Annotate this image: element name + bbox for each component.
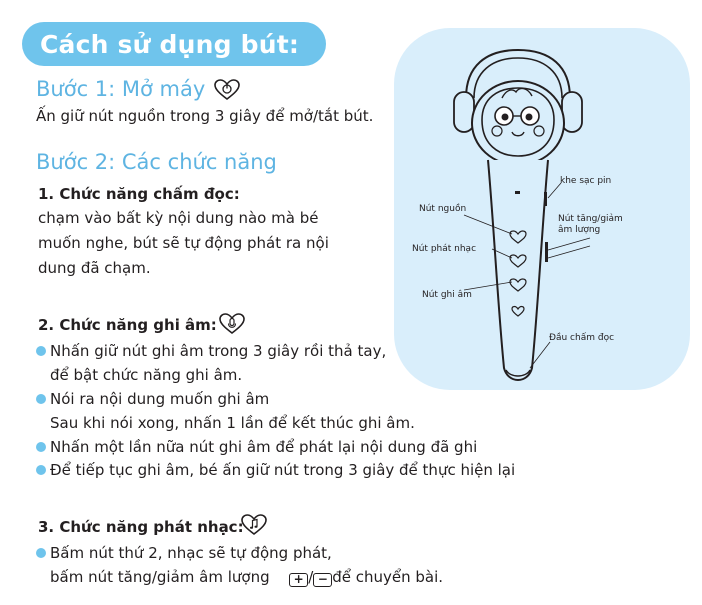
bullet-dot [36, 442, 46, 452]
pen-diagram-panel [394, 28, 690, 390]
music-line-1: Bấm nút thứ 2, nhạc sẽ tự động phát, [50, 544, 332, 562]
step2-heading: Bước 2: Các chức năng [36, 150, 277, 174]
bullet-dot [36, 465, 46, 475]
music-heart-icon [240, 513, 268, 537]
music-function-title: 3. Chức năng phát nhạc: [38, 518, 244, 536]
label-music-button: Nút phát nhạc [412, 244, 477, 254]
reading-line-2: muốn nghe, bút sẽ tự động phát ra nội [38, 234, 329, 252]
step1-heading: Bước 1: Mở máy [36, 77, 206, 101]
reading-line-1: chạm vào bất kỳ nội dung nào mà bé [38, 209, 319, 227]
label-record-button: Nút ghi âm [422, 290, 472, 300]
bullet-dot [36, 346, 46, 356]
music-line-2 [50, 566, 443, 588]
title-banner [22, 22, 326, 66]
label-volume-buttons-2: âm lượng [558, 225, 601, 235]
power-heart-icon [213, 78, 241, 102]
bullet-dot [36, 548, 46, 558]
music-line-2-prefix: bấm nút tăng/giảm âm lượng [50, 568, 270, 586]
reading-line-3: dung đã chạm. [38, 259, 151, 277]
volume-up-icon: + [289, 573, 308, 587]
volume-separator: / [308, 568, 314, 586]
step1-text: Ấn giữ nút nguồn trong 3 giây để mở/tắt bút. [36, 107, 374, 125]
recording-line-4: Sau khi nói xong, nhấn 1 lần để kết thúc ghi âm. [50, 414, 415, 432]
recording-line-3: Nói ra nội dung muốn ghi âm [50, 390, 270, 408]
bullet-dot [36, 394, 46, 404]
recording-line-2: để bật chức năng ghi âm. [50, 366, 243, 384]
recording-line-1: Nhấn giữ nút ghi âm trong 3 giây rồi thả tay, [50, 342, 387, 360]
microphone-heart-icon [218, 312, 246, 336]
recording-line-6: Để tiếp tục ghi âm, bé ấn giữ nút trong 3 giây để thực hiện lại [50, 461, 516, 479]
label-volume-buttons-1: Nút tăng/giảm [558, 214, 623, 224]
recording-line-5: Nhấn một lần nữa nút ghi âm để phát lại nội dung đã ghi [50, 438, 478, 456]
label-charging-slot: khe sạc pin [560, 176, 612, 186]
reading-function-title: 1. Chức năng chấm đọc: [38, 185, 240, 203]
volume-down-icon: − [313, 573, 332, 587]
recording-function-title: 2. Chức năng ghi âm: [38, 316, 217, 334]
label-power-button: Nút nguồn [419, 204, 467, 214]
label-reading-tip: Đầu chấm đọc [549, 333, 615, 343]
page-title: Cách sử dụng bút: [40, 29, 300, 59]
music-line-2-suffix: để chuyển bài. [332, 568, 444, 586]
